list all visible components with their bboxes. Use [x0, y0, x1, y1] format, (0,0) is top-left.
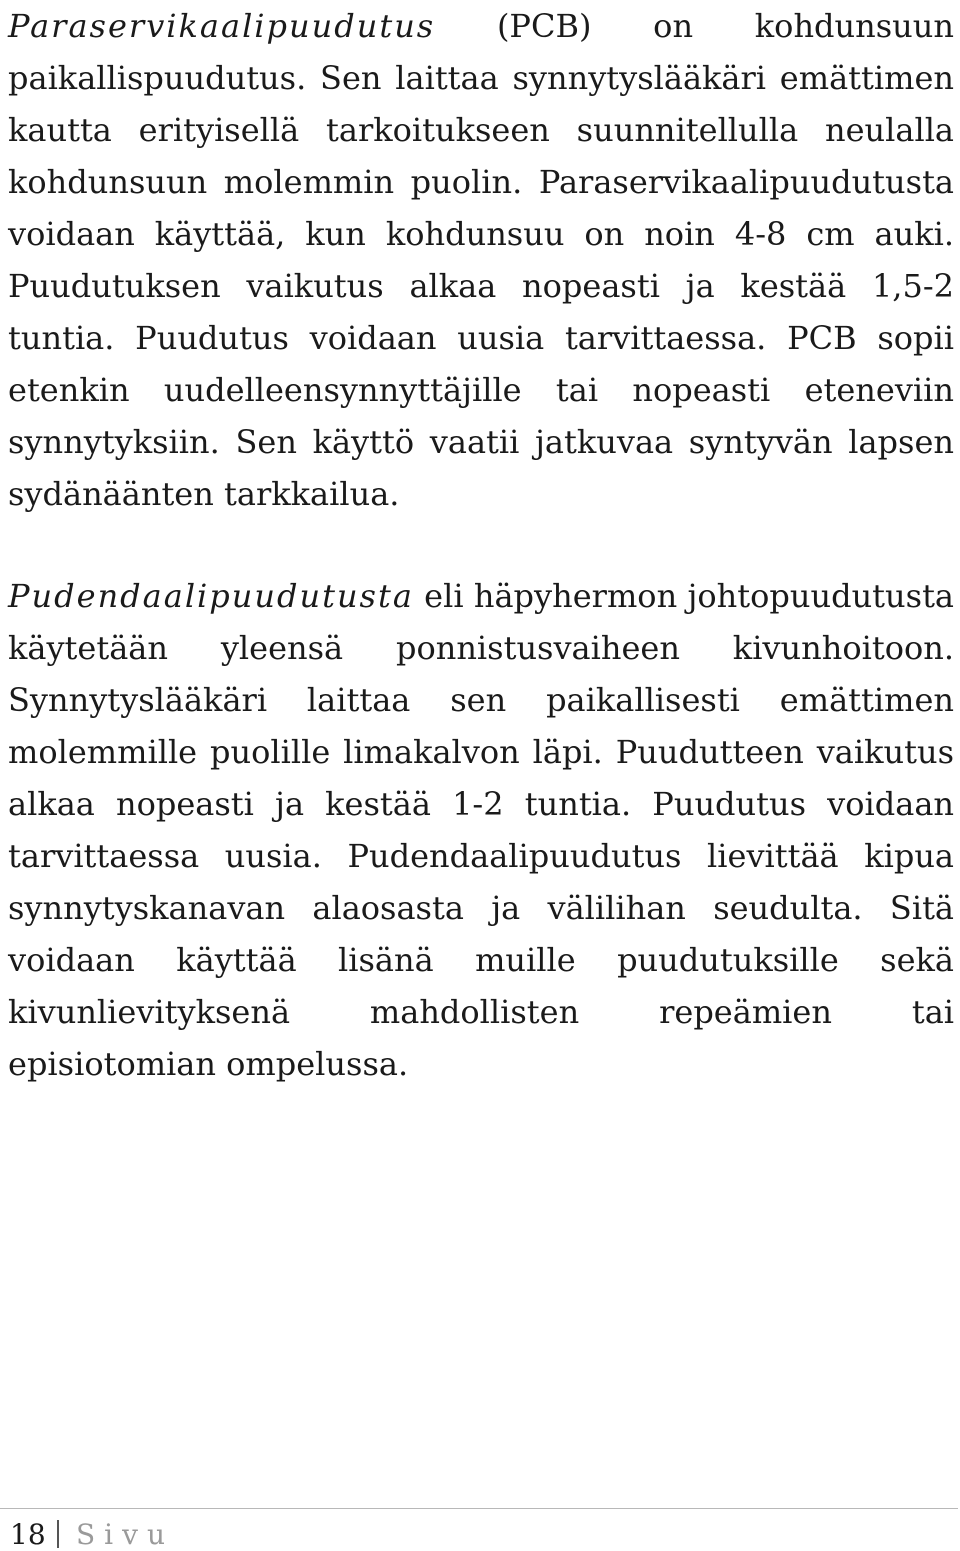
term-pudendaalipuudutusta: Pudendaalipuudutusta — [8, 577, 414, 615]
term-paraservikaalipuudutus: Paraservikaalipuudutus — [8, 7, 436, 45]
footer-divider — [0, 1508, 958, 1509]
paragraph-paraservical — [8, 0, 954, 520]
page-number: 18 — [10, 1518, 46, 1551]
paragraph-pudendal-text: eli häpyhermon johtopuudutusta käytetään yleensä ponnistusvaiheen kivunhoitoon. Synnytyslääkäri laittaa sen paikallisesti emättimen molemmille puolille limakalvon läpi. Puudutteen vaikutus alkaa nopeasti ja kestää 1-2 tuntia. Puudutus voidaan tarvittaessa uusia. Pudendaalipuudutus lievittää kipua synnytyskanavan alaosasta ja välilihan seudulta. Sitä voidaan käyttää lisänä muille puudutuksille sekä kivunlievityksenä mahdollisten repeämien tai episiotomian ompelussa. — [8, 577, 954, 1083]
document-body — [8, 0, 954, 1090]
paragraph-pudendal — [8, 570, 954, 1090]
paragraph-paraservical-text: (PCB) on kohdunsuun paikallispuudutus. Sen laittaa synnytyslääkäri emättimen kautta erityisellä tarkoitukseen suunnitellulla neulalla kohdunsuun molemmin puolin. Paraservikaalipuudutusta voidaan käyttää, kun kohdunsuu on noin 4-8 cm auki. Puudutuksen vaikutus alkaa nopeasti ja kestää 1,5-2 tuntia. Puudutus voidaan uusia tarvittaessa. PCB sopii etenkin uudelleensynnyttäjille tai nopeasti eteneviin synnytyksiin. Sen käyttö vaatii jatkuvaa syntyvän lapsen sydänäänten tarkkailua. — [8, 7, 954, 513]
page-footer — [0, 1506, 960, 1551]
footer-separator — [57, 1520, 59, 1548]
page-label: Sivu — [76, 1518, 174, 1551]
